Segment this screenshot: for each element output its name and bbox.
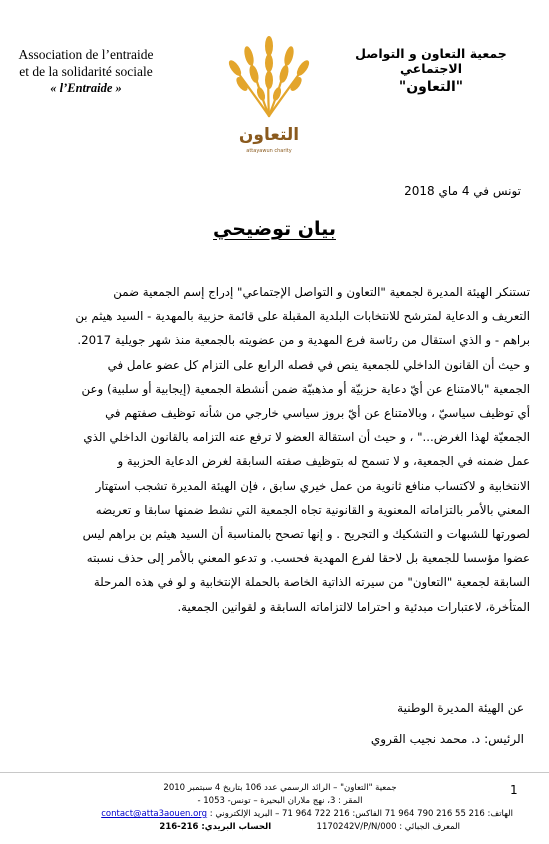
email-link[interactable]: contact@atta3aouen.org xyxy=(101,809,208,819)
page-title xyxy=(0,218,549,240)
body-line: السابقة لجمعية "التعاون" من سيرته الذاتية الخاصة بالحملة الإنتخابية و لو في هذه المرحلة xyxy=(93,575,530,590)
body-line: التعريف و الدعاية لمترشح للانتخابات البلدية المقبلة على قائمة حزبية بالمهدية - السيد هيثم بن xyxy=(75,309,530,324)
body-line: الجمعية "بالامتناع عن أيّ دعاية حزبيّة أو مذهبيّة ضمن أنشطة الجمعية (إيجابية أو سلبية) وعن xyxy=(81,381,530,396)
association-logo xyxy=(214,18,324,158)
body-line: الجمعيّة لهذا الغرض..." ، و حيث أن استقالة العضو لا ترفع عنه التزامه بالقانون الداخلي الذي xyxy=(83,430,530,445)
body-line: تستنكر الهيئة المديرة لجمعية "التعاون و التواصل الإجتماعي" إدراج إسم الجمعية ضمن xyxy=(113,285,530,299)
body-line: براهم - و الذي استقال من رئاسة فرع المهدية و من عضويته بالجمعية منذ شهر جويلية 2017. xyxy=(77,333,530,348)
footer-address: المقر : 3، نهج ملاران البحيرة – تونس- 1053 - xyxy=(197,796,363,806)
statement-body xyxy=(20,280,530,619)
title-text: بيان توضيحي xyxy=(213,218,336,240)
footer-ids xyxy=(130,822,460,832)
body-line: لصورتها للشبهات و التشكيك و التجريح . و إنها تصحح بالمناسبة أن السيد هيثم بن براهم ليس xyxy=(82,527,530,542)
logo-subtext: attayawun charity xyxy=(246,148,292,154)
header-arabic xyxy=(331,46,531,95)
logo-arabic-text: التعاون xyxy=(238,125,300,145)
signature-block xyxy=(371,693,524,755)
body-line: المعني بالأمر بالتزاماته المعنوية و القانونية تجاه الجمعية التي نشط ضمنها سابقا و تعريضه xyxy=(95,502,530,517)
fiscal-id: المعرف الجبائي : 1170242V/P/N/000 xyxy=(316,822,460,832)
letter-date: تونس في 4 ماي 2018 xyxy=(404,184,521,198)
header-fr-line2: et de la solidarité sociale xyxy=(19,64,153,79)
header-ar-line1: جمعية التعاون و التواصل الاجتماعي xyxy=(355,46,507,76)
header-french xyxy=(6,46,166,97)
footer-divider xyxy=(0,772,549,773)
postal-account: الحساب البريدي: 216-216 xyxy=(159,822,272,832)
body-line: الانتخابية و لاكتساب منافع ثانوية من عمل خيري سابق ، فإن الهيئة المديرة تشجب استهتار xyxy=(95,478,530,493)
footer-registration: جمعية "التعاون" – الرائد الرسمي عدد 106 بتاريخ 4 سبتمبر 2010 xyxy=(163,783,397,793)
header-fr-line3: « l’Entraide » xyxy=(50,81,122,95)
footer-contact xyxy=(8,809,513,819)
signature-president: الرئيس: د. محمد نجيب القروي xyxy=(370,732,524,746)
body-line: أي توظيف سياسيّ ، وبالامتناع عن أيّ بروز سياسي خارجي من شأنه توظيف صفتهم في xyxy=(105,406,530,421)
header-ar-line2: "التعاون" xyxy=(398,79,464,95)
signature-org: عن الهيئة المديرة الوطنية xyxy=(397,701,524,715)
wheat-logo-icon xyxy=(214,18,324,158)
body-line: المتأخرة، لاعتبارات مبدئية و احتراما لالتزاماته السابقة و لقوانين الجمعية. xyxy=(177,599,530,614)
footer-phone-fax: الهاتف: 216 55 216 790 964 71 الفاكس: 216 722 964 71 – البريد الإلكتروني : xyxy=(209,809,513,819)
body-line: و حيث أن القانون الداخلي للجمعية ينص في فصله الرابع على التزام كل عضو عامل في xyxy=(107,357,530,372)
page-number: 1 xyxy=(510,783,518,797)
body-line: عضوا مؤسسا للجمعية بل لاحقا لفرع المهدية فحسب. و تدعو المعني بالأمر إلى حذف نسبته xyxy=(86,551,530,566)
header-fr-line1: Association de l’entraide xyxy=(18,47,154,62)
body-line: عمل ضمنه في الجمعية، و لا تسمح له بتوظيف صفته السابقة لغرض الدعاية الحزبية و xyxy=(117,454,530,469)
